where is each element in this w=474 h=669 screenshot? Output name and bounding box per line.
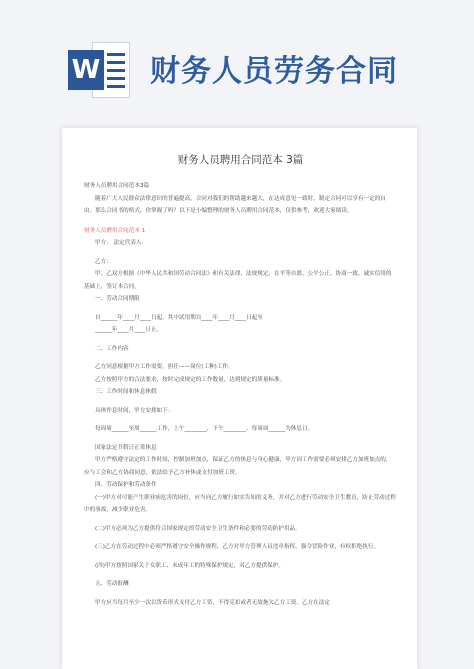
banner xyxy=(0,0,474,130)
document-line: 每周周______至周______工作，上午________，下午________，每周周______为休息日。 xyxy=(95,426,314,432)
document-line: 五、劳动报酬 xyxy=(95,581,129,587)
document-line: 乙方： xyxy=(95,258,112,265)
document-line: 三、工作时间和休息休假 xyxy=(95,389,157,395)
document-title: 财务人员聘用合同范本 3篇 xyxy=(177,154,304,166)
document-line: 甲、乙双方根据《中华人民共和国劳动合同法》和有关法律、法规规定，在平等自愿、公平公正、协商一致、诚实信用的基础上，签订本合同。 xyxy=(84,271,392,290)
document-body xyxy=(84,180,397,609)
document-line: 四、劳动保护和劳动条件 xyxy=(95,482,157,488)
document-line: (二)甲方必须为乙方提供符合国家规定的劳动安全卫生条件和必要的劳动防护用品。 xyxy=(95,525,301,532)
document-line: 乙方同意根据甲方工作需要，担任——岗位(工种)工作。 xyxy=(95,364,234,370)
document-line: (四)甲方按照国家关于女职工、未成年工的特殊保护规定，对乙方提供保护。 xyxy=(95,562,284,569)
document-line: 财务人员聘用合同范本3篇 xyxy=(84,183,150,189)
banner-title: 财务人员劳务合同 xyxy=(150,54,398,89)
document-page xyxy=(62,128,417,669)
logo-badge: W xyxy=(68,50,104,90)
document-line: 具体作息时间，甲方安排如下： xyxy=(95,407,174,414)
word-logo-icon xyxy=(68,38,130,102)
document-line: 二、工作内容 xyxy=(95,345,129,352)
document-line: 国家法定节假日正常休息 xyxy=(95,444,157,451)
document-line: 一、劳动合同期限 xyxy=(95,296,140,302)
document-line: 甲方应当每月至少一次以货币形式支付乙方工资，不得克扣或者无故拖欠乙方工资。乙方在法定 xyxy=(95,599,330,606)
document-line: 甲方： 法定代表人： xyxy=(95,240,148,246)
document-line: 乙方按照甲方的合法要求，按时完成规定的工作数量，达到规定的质量标准。 xyxy=(95,376,286,383)
document-line: (一)甲方对可能产生职业病危害的岗位，应当向乙方履行如实告知的义务，并对乙方进行劳动安全卫生教育，防止劳动过程中的事故，减少职业危害。 xyxy=(84,494,396,513)
document-line: (三)乙方在劳动过程中必须严格遵守安全操作规程，乙方对甲方管理人员违章指挥，强令冒险作业，有权拒绝执行。 xyxy=(95,544,380,550)
document-line: 自______年____月____日起，其中试用期自____年____月____日起至 xyxy=(95,314,263,321)
document-line: 随着广大人民群众法律意识的普遍提高，合同对我们的帮助越来越大，在达成意见一致时，制定合同可以享有一定的自由。那么合同书的格式，你掌握了吗？以下是小编整理的财务人员聘用合同范本，仅供参考，欢迎大家阅读。 xyxy=(84,195,386,214)
document-line: 财务人员聘用合同范本 1 xyxy=(84,227,146,234)
document-line: ______年____月____日止。 xyxy=(95,327,163,333)
document-line: 甲方严格遵守法定的工作时间，控制加班加点，保证乙方的休息与身心健康，甲方因工作需要必须安排乙方加班加点的，应与工会和乙方协商同意，依法给予乙方补休或支付加班工资。 xyxy=(84,457,392,476)
